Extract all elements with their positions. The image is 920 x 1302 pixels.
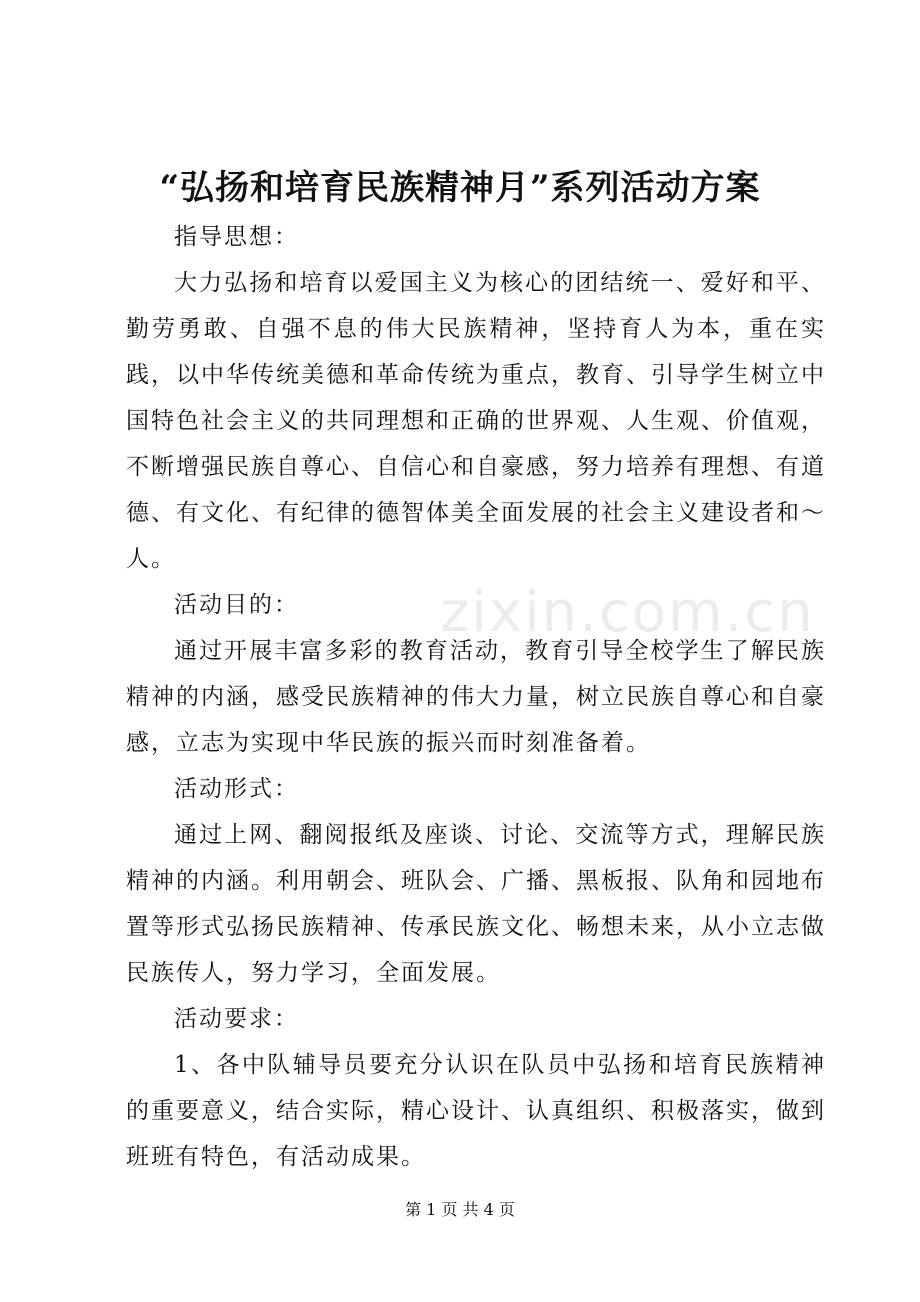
paragraph-guiding-ideology: 大力弘扬和培育以爱国主义为核心的团结统一、爱好和平、勤劳勇敢、自强不息的伟大民族精神，坚持育人为本，重在实践，以中华传统美德和革命传统为重点，教育、引导学生树立中国特色社会主义的共同理想和正确的世界观、人生观、价值观，不断增强民族自尊心、自信心和自豪感，努力培养有理想、有道德、有文化、有纪律的德智体美全面发展的社会主义建设者和～人。 xyxy=(126,270,826,572)
section-heading-guiding-ideology: 指导思想： xyxy=(174,224,299,250)
document-title: “弘扬和培育民族精神月”系列活动方案 xyxy=(159,168,761,208)
section-heading-activity-requirements: 活动要求： xyxy=(174,1006,299,1032)
paragraph-requirement-1: 1、各中队辅导员要充分认识在队员中弘扬和培育民族精神的重要意义，结合实际，精心设计、认真组织、积极落实，做到班班有特色，有活动成果。 xyxy=(126,1052,826,1170)
watermark: zixin.com.cn xyxy=(440,580,815,645)
page-footer: 第 1 页 共 4 页 xyxy=(405,1200,515,1219)
section-heading-activity-purpose: 活动目的： xyxy=(174,592,299,618)
document-body xyxy=(126,214,826,1180)
paragraph-activity-form: 通过上网、翻阅报纸及座谈、讨论、交流等方式，理解民族精神的内涵。利用朝会、班队会、广播、黑板报、队角和园地布置等形式弘扬民族精神、传承民族文化、畅想未来，从小立志做民族传人，努力学习，全面发展。 xyxy=(126,822,826,986)
paragraph-activity-purpose: 通过开展丰富多彩的教育活动，教育引导全校学生了解民族精神的内涵，感受民族精神的伟大力量，树立民族自尊心和自豪感，立志为实现中华民族的振兴而时刻准备着。 xyxy=(126,638,826,756)
section-heading-activity-form: 活动形式： xyxy=(174,776,299,802)
